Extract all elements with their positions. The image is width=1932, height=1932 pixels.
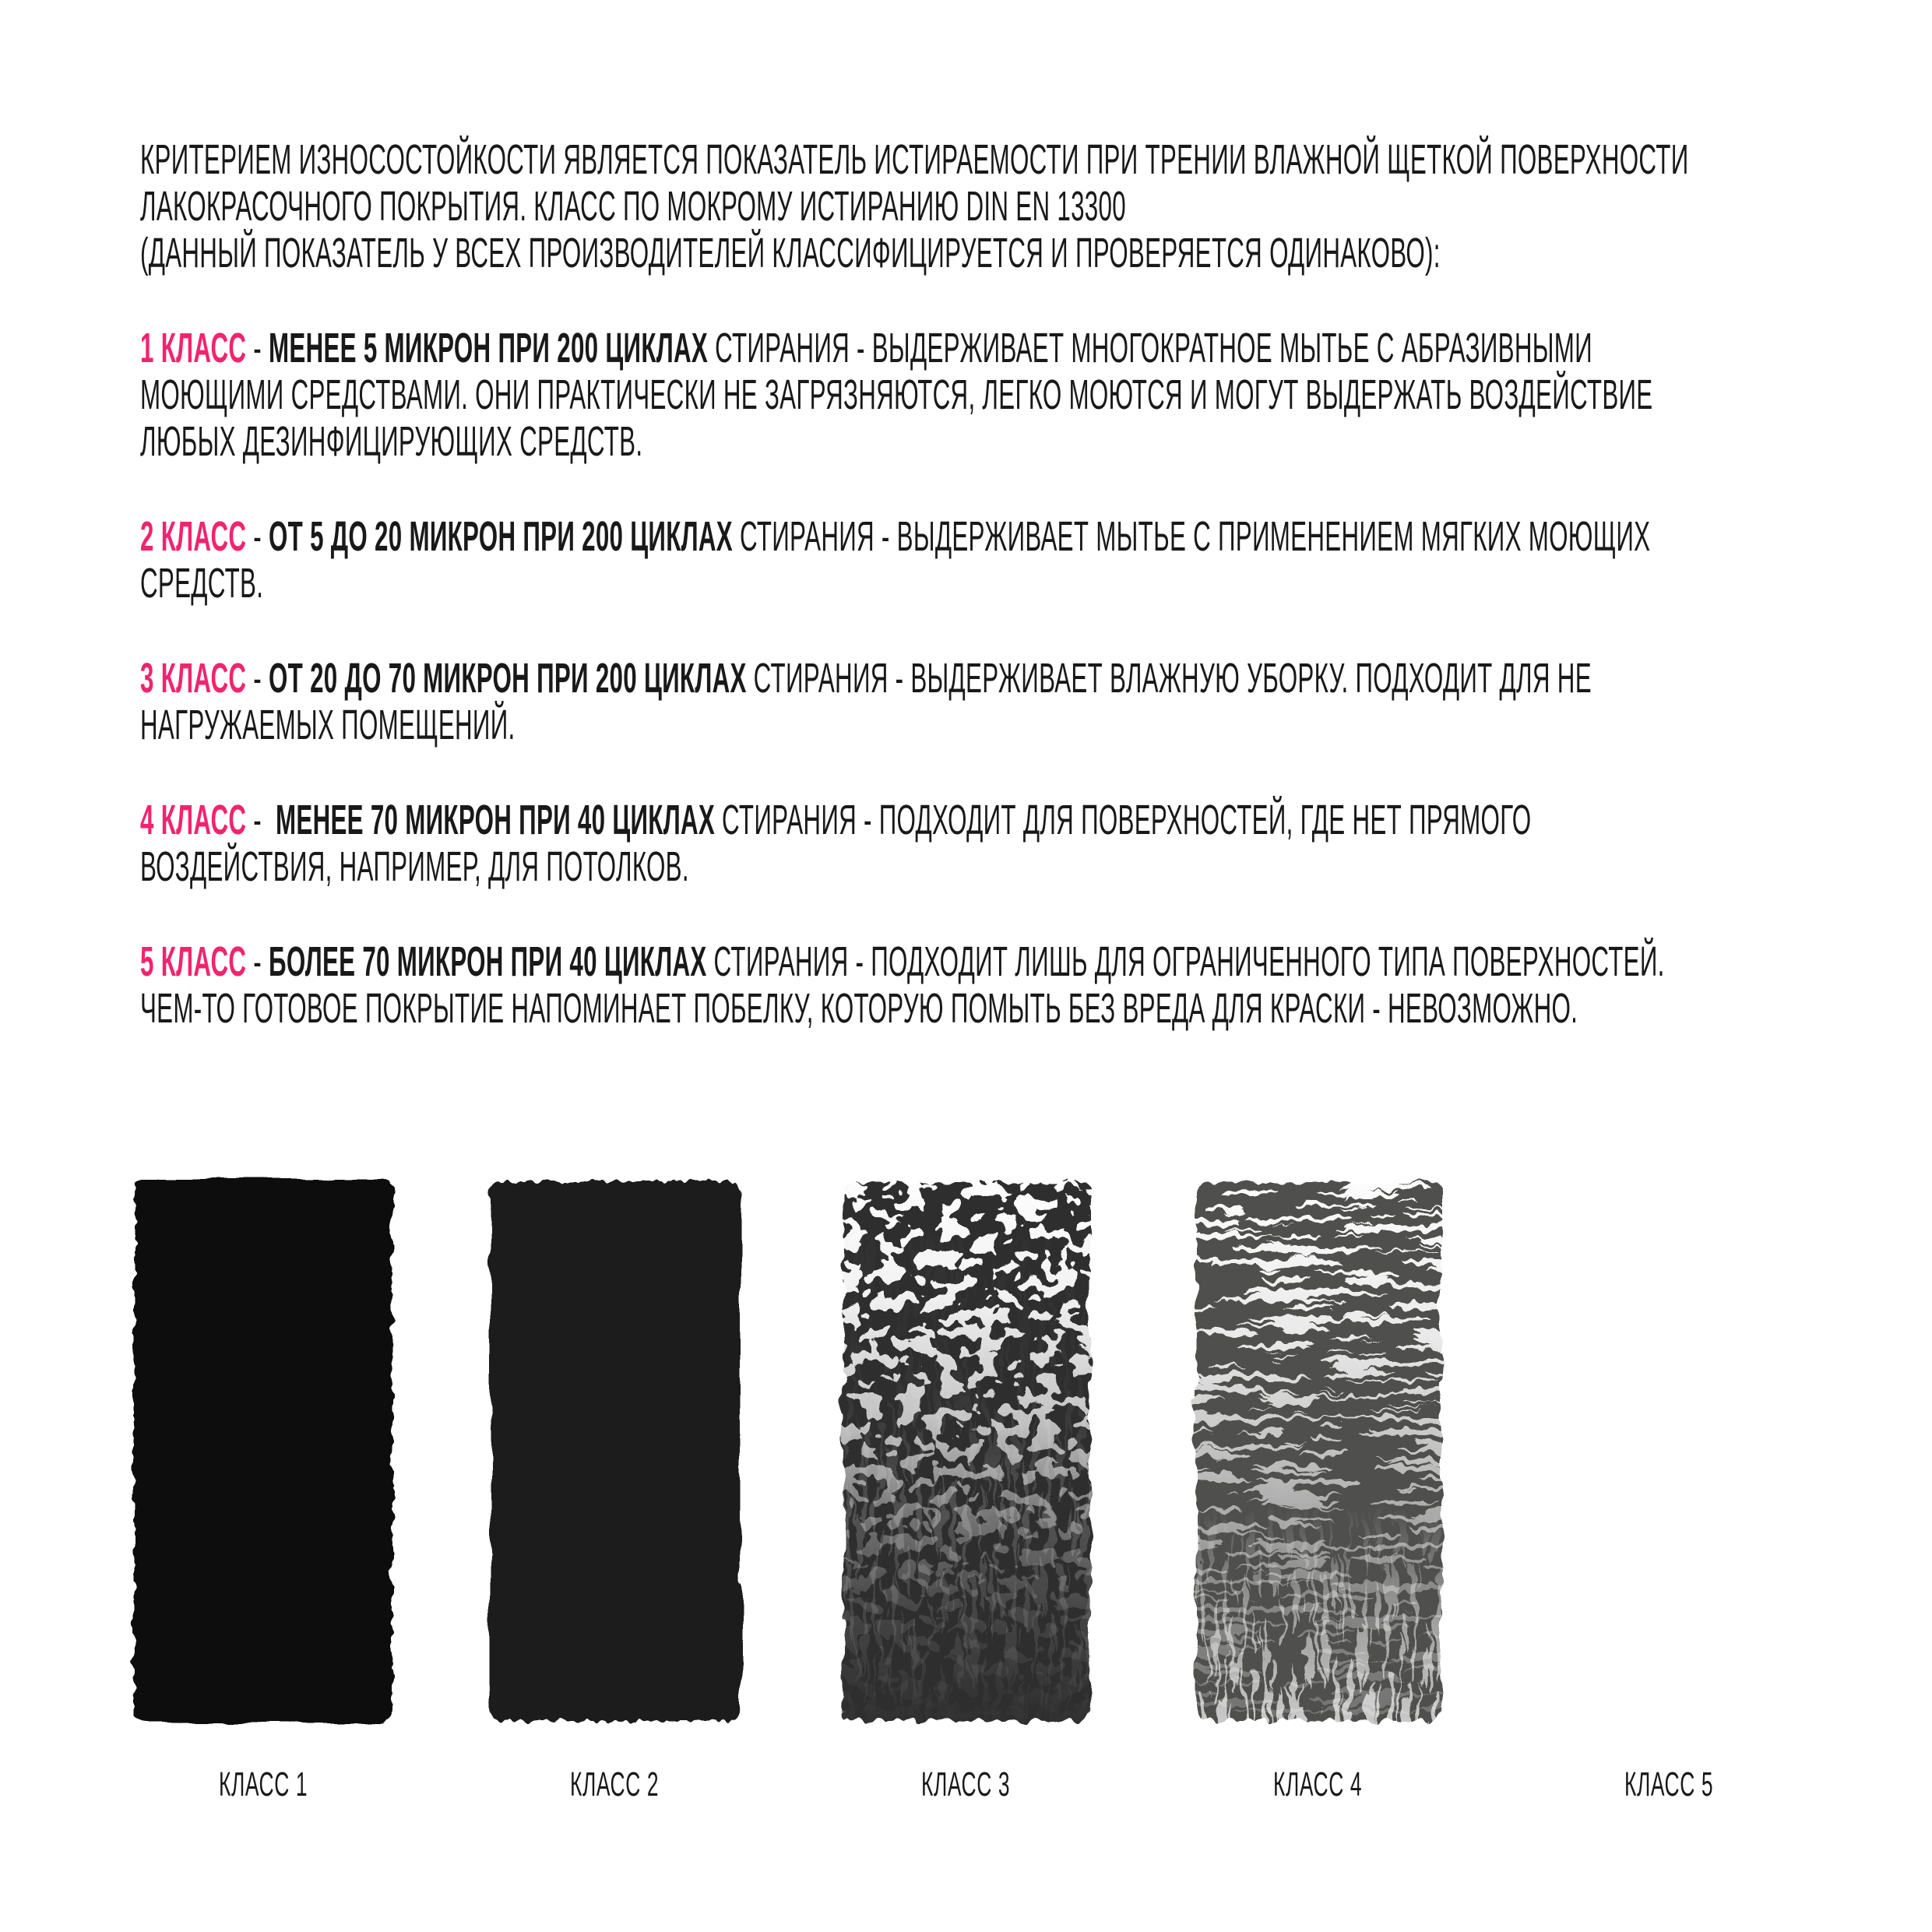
class-2-paragraph — [140, 513, 1932, 607]
class-3-caption: КЛАСС 3 — [921, 1765, 1011, 1804]
class-4-column — [1142, 1168, 1493, 1804]
class-3-paragraph — [140, 655, 1932, 748]
class-2-line-2: СРЕДСТВ. — [140, 560, 264, 607]
class-1-column — [87, 1168, 438, 1804]
class-3-label: 3 КЛАСС — [140, 655, 247, 702]
class-5-criterion: БОЛЕЕ 70 МИКРОН ПРИ 40 ЦИКЛАХ — [269, 938, 707, 985]
class-2-criterion: ОТ 5 ДО 20 МИКРОН ПРИ 200 ЦИКЛАХ — [269, 513, 733, 560]
class-2-line-1 — [140, 513, 1651, 560]
separator: - — [246, 513, 269, 560]
class-5-paragraph — [140, 938, 1932, 1032]
class-2-swatch — [471, 1168, 758, 1733]
class-4-criterion: МЕНЕЕ 70 МИКРОН ПРИ 40 ЦИКЛАХ — [276, 797, 716, 843]
class-1-paragraph — [140, 325, 1932, 465]
class-1-caption: КЛАСС 1 — [218, 1765, 308, 1804]
class-4-swatch — [1174, 1168, 1461, 1733]
separator: - — [246, 655, 269, 702]
class-3-line-2: НАГРУЖАЕМЫХ ПОМЕЩЕНИЙ. — [140, 702, 516, 748]
class-4-paragraph — [140, 797, 1932, 890]
intro-line-3: (ДАННЫЙ ПОКАЗАТЕЛЬ У ВСЕХ ПРОИЗВОДИТЕЛЕЙ КЛАССИФИЦИРУЕТСЯ И ПРОВЕРЯЕТСЯ ОДИНАКОВО): — [140, 230, 1441, 276]
streak-texture — [1549, 1184, 1790, 1721]
class-1-swatch — [120, 1168, 406, 1733]
class-1-line-3: ЛЮБЫХ ДЕЗИНФИЦИРУЮЩИХ СРЕДСТВ. — [140, 418, 643, 465]
class-1-criterion: МЕНЕЕ 5 МИКРОН ПРИ 200 ЦИКЛАХ — [269, 325, 709, 371]
class-5-swatch — [1526, 1168, 1812, 1733]
separator: - — [246, 938, 269, 985]
class-3-column — [790, 1168, 1142, 1804]
intro-line-1: КРИТЕРИЕМ ИЗНОСОСТОЙКОСТИ ЯВЛЯЕТСЯ ПОКАЗАТЕЛЬ ИСТИРАЕМОСТИ ПРИ ТРЕНИИ ВЛАЖНОЙ ЩЕТКОЙ ПОВЕРХНОСТИ — [140, 136, 1689, 183]
class-3-criterion: ОТ 20 ДО 70 МИКРОН ПРИ 200 ЦИКЛАХ — [269, 655, 747, 702]
class-3-line-1 — [140, 655, 1592, 702]
class-4-label: 4 КЛАСС — [140, 797, 247, 843]
separator: - — [246, 325, 269, 371]
class-1-text: СТИРАНИЯ - ВЫДЕРЖИВАЕТ МНОГОКРАТНОЕ МЫТЬЕ С АБРАЗИВНЫМИ — [708, 325, 1592, 371]
brush-stroke-shape — [134, 1179, 392, 1723]
class-5-label: 5 КЛАСС — [140, 938, 247, 985]
class-2-column — [438, 1168, 790, 1804]
streak-texture — [843, 1182, 1089, 1721]
class-5-line-1 — [140, 938, 1665, 985]
class-1-label: 1 КЛАСС — [140, 325, 247, 371]
class-5-column — [1494, 1168, 1845, 1804]
class-3-text: СТИРАНИЯ - ВЫДЕРЖИВАЕТ ВЛАЖНУЮ УБОРКУ. ПОДХОДИТ ДЛЯ НЕ — [746, 655, 1592, 702]
intro-paragraph — [140, 136, 1932, 276]
class-2-text: СТИРАНИЯ - ВЫДЕРЖИВАЕТ МЫТЬЕ С ПРИМЕНЕНИЕМ МЯГКИХ МОЮЩИХ — [732, 513, 1651, 560]
class-2-label: 2 КЛАСС — [140, 513, 247, 560]
class-4-line-2: ВОЗДЕЙСТВИЯ, НАПРИМЕР, ДЛЯ ПОТОЛКОВ. — [140, 843, 689, 890]
class-5-line-2: ЧЕМ-ТО ГОТОВОЕ ПОКРЫТИЕ НАПОМИНАЕТ ПОБЕЛКУ, КОТОРУЮ ПОМЫТЬ БЕЗ ВРЕДА ДЛЯ КРАСКИ - НЕВОЗМОЖНО. — [140, 985, 1578, 1032]
intro-line-2: ЛАКОКРАСОЧНОГО ПОКРЫТИЯ. КЛАСС ПО МОКРОМУ ИСТИРАНИЮ DIN EN 13300 — [140, 183, 1126, 230]
class-4-text: СТИРАНИЯ - ПОДХОДИТ ДЛЯ ПОВЕРХНОСТЕЙ, ГДЕ НЕТ ПРЯМОГО — [715, 797, 1532, 843]
streak-texture — [1196, 1182, 1441, 1721]
swatch-row — [0, 1168, 1932, 1804]
class-1-line-1 — [140, 325, 1592, 371]
class-5-text: СТИРАНИЯ - ПОДХОДИТ ЛИШЬ ДЛЯ ОГРАНИЧЕННОГО ТИПА ПОВЕРХНОСТЕЙ. — [706, 938, 1665, 985]
class-3-swatch — [823, 1168, 1110, 1733]
class-5-caption: КЛАСС 5 — [1624, 1765, 1714, 1804]
class-4-line-1 — [140, 797, 1532, 843]
brush-stroke-shape — [490, 1181, 741, 1721]
separator: - — [246, 797, 276, 843]
class-4-caption: КЛАСС 4 — [1272, 1765, 1362, 1804]
class-2-caption: КЛАСС 2 — [570, 1765, 660, 1804]
class-1-line-2: МОЮЩИМИ СРЕДСТВАМИ. ОНИ ПРАКТИЧЕСКИ НЕ ЗАГРЯЗНЯЮТСЯ, ЛЕГКО МОЮТСЯ И МОГУТ ВЫДЕРЖАТЬ ВОЗДЕЙСТВИЕ — [140, 371, 1653, 418]
